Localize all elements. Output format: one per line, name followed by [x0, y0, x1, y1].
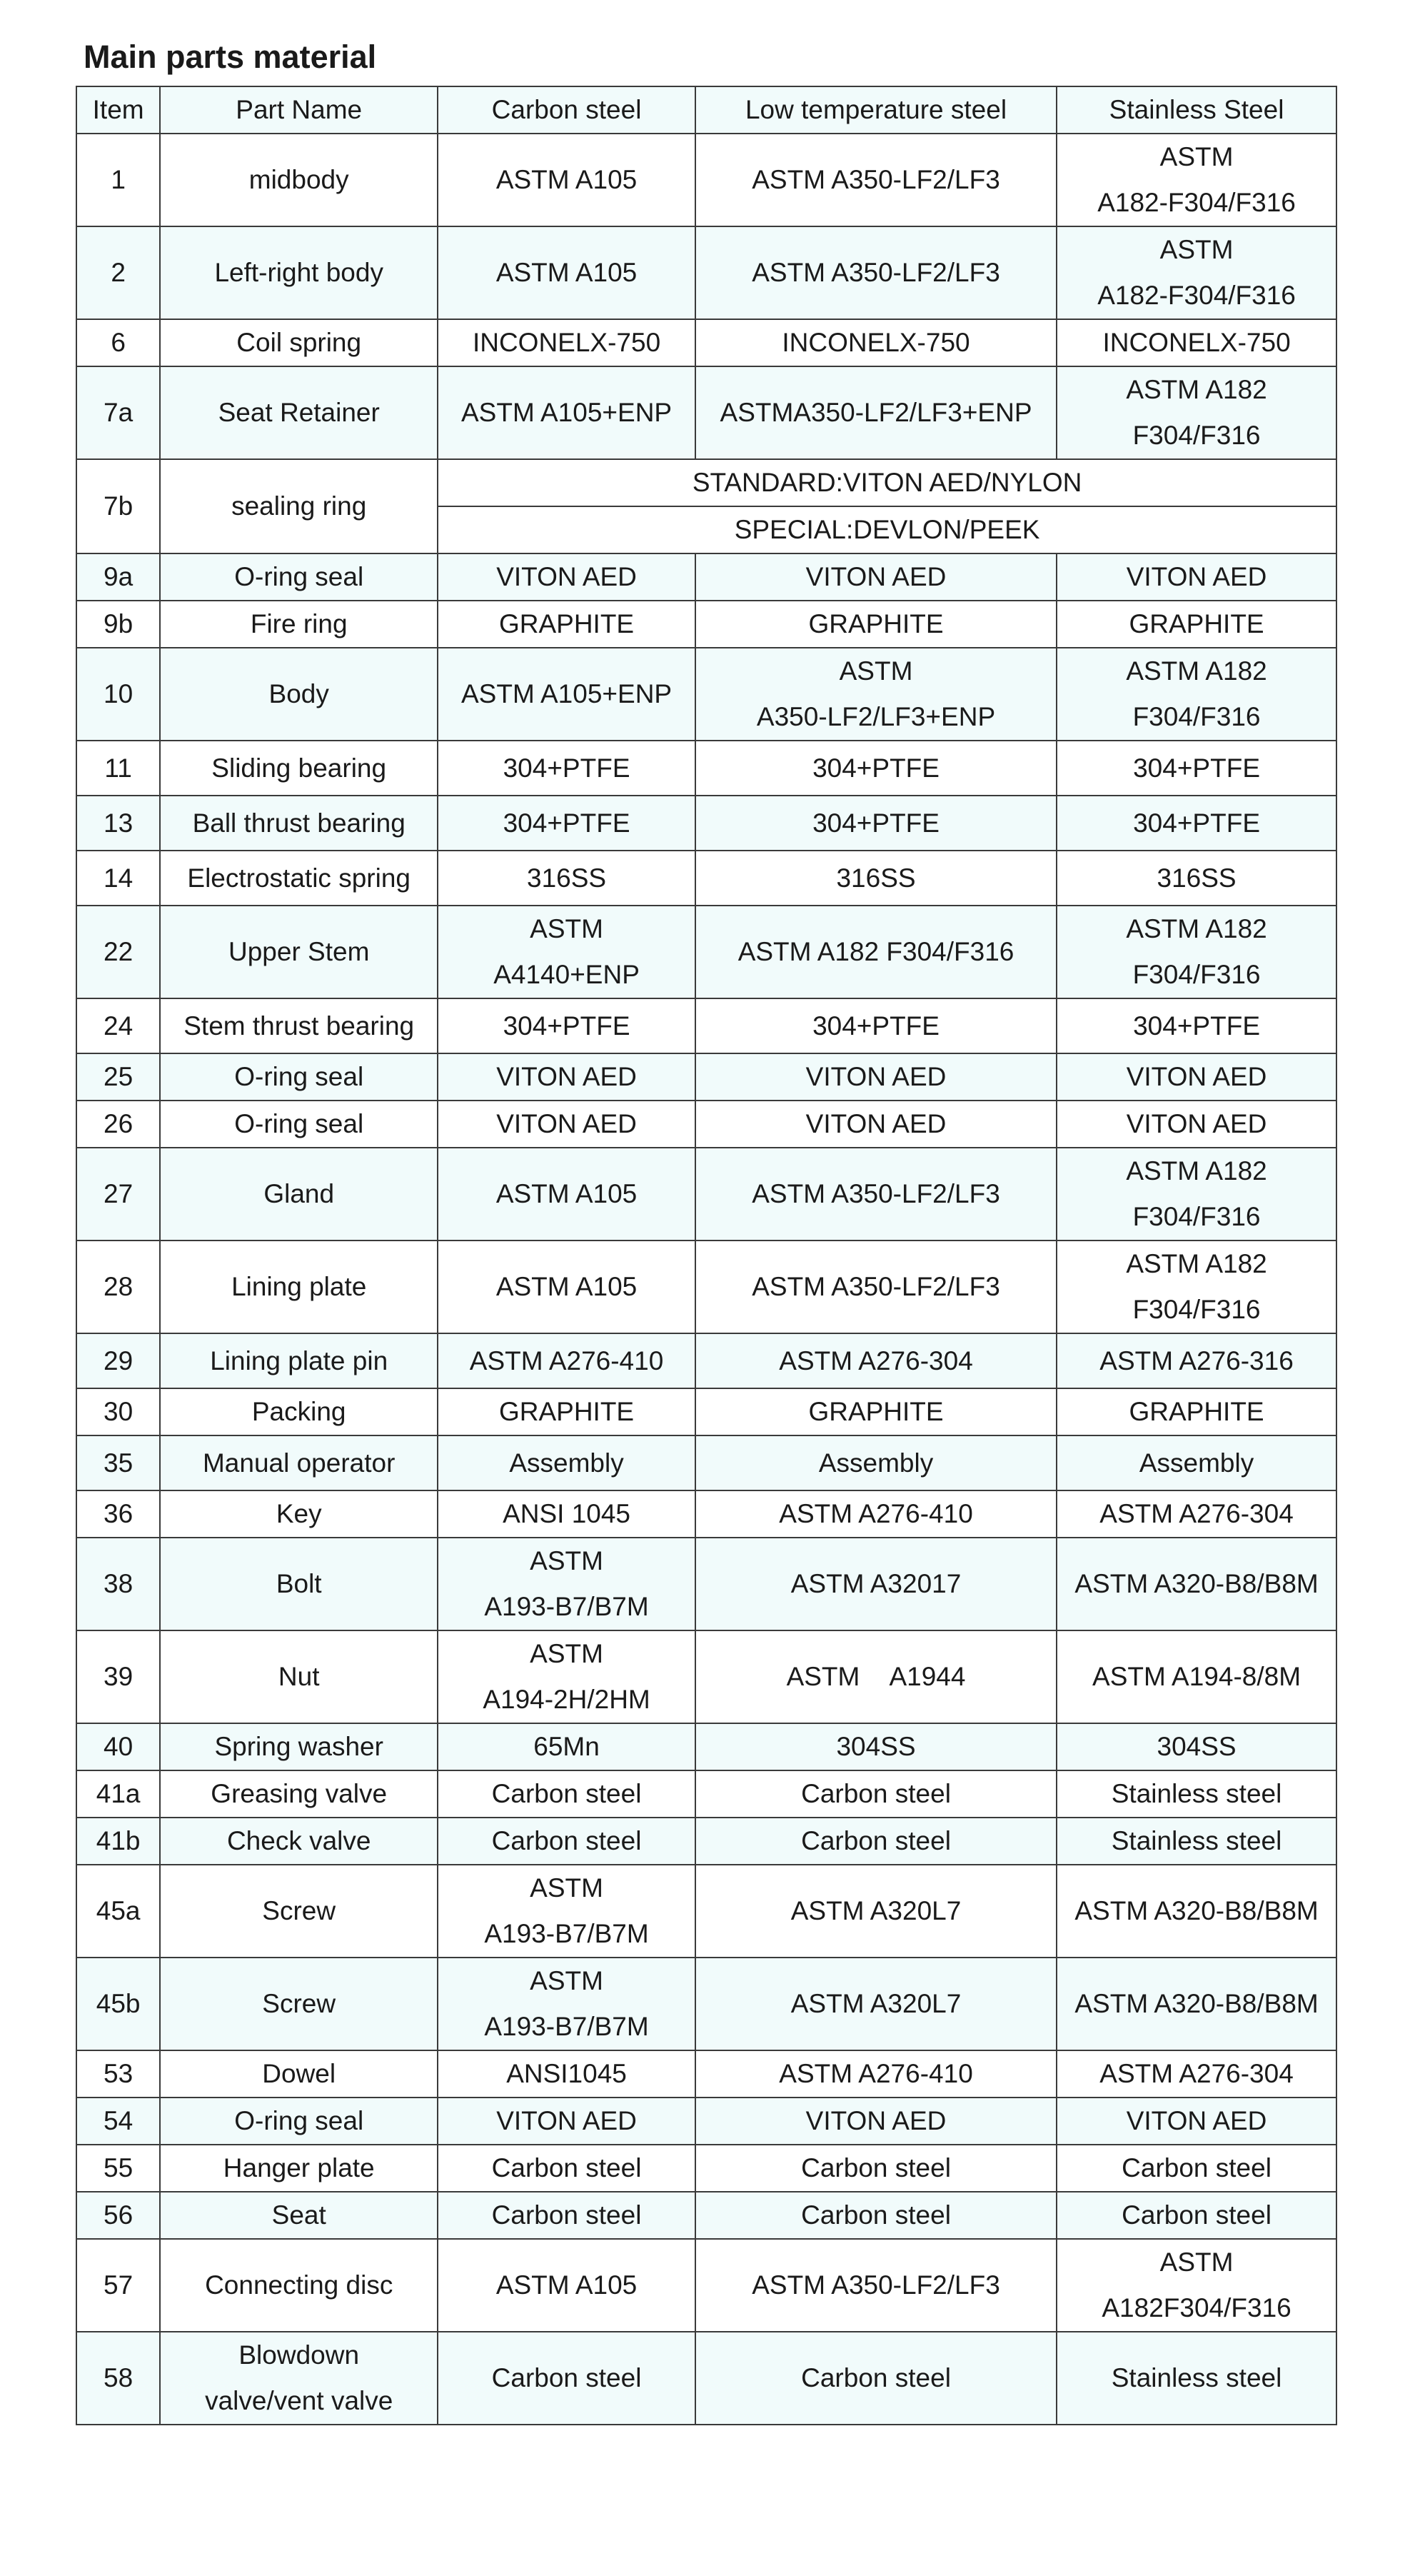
- cell-part-name: midbody: [160, 134, 438, 226]
- cell-low-temperature-steel-line: A350-LF2/LF3+ENP: [756, 702, 996, 731]
- table-row: [76, 2239, 1336, 2332]
- header-part-name: Part Name: [160, 86, 438, 134]
- cell-low-temperature-steel: ASTM A350-LF2/LF3: [695, 1148, 1057, 1241]
- cell-item: 2: [76, 226, 160, 319]
- cell-low-temperature-steel: 304+PTFE: [695, 741, 1057, 796]
- cell-item: 40: [76, 1723, 160, 1770]
- cell-part-name: Fire ring: [160, 601, 438, 648]
- cell-stainless-steel: ASTM A194-8/8M: [1057, 1630, 1336, 1723]
- cell-carbon-steel: INCONELX-750: [438, 319, 695, 366]
- cell-part-name: Nut: [160, 1630, 438, 1723]
- table-row: [76, 906, 1336, 998]
- cell-carbon-steel: GRAPHITE: [438, 1388, 695, 1435]
- table-row: [76, 226, 1336, 319]
- cell-part-name: Seat: [160, 2192, 438, 2239]
- table-row: [76, 1538, 1336, 1630]
- cell-stainless-steel: 304+PTFE: [1057, 998, 1336, 1053]
- cell-low-temperature-steel: 304SS: [695, 1723, 1057, 1770]
- table-row: [76, 1770, 1336, 1818]
- cell-stainless-steel: ASTM A320-B8/B8M: [1057, 1865, 1336, 1958]
- cell-low-temperature-steel: VITON AED: [695, 553, 1057, 601]
- cell-stainless-steel: Assembly: [1057, 1435, 1336, 1490]
- table-row: [76, 601, 1336, 648]
- cell-low-temperature-steel: Carbon steel: [695, 2192, 1057, 2239]
- cell-part-name: O-ring seal: [160, 1101, 438, 1148]
- cell-stainless-steel: Carbon steel: [1057, 2145, 1336, 2192]
- table-row: [76, 1958, 1336, 2050]
- cell-item: 38: [76, 1538, 160, 1630]
- cell-low-temperature-steel: ASTM A182 F304/F316: [695, 906, 1057, 998]
- cell-carbon-steel: 65Mn: [438, 1723, 695, 1770]
- cell-carbon-steel: [438, 1538, 695, 1630]
- table-row: [76, 1630, 1336, 1723]
- header-low-temperature-steel: Low temperature steel: [695, 86, 1057, 134]
- cell-part-name: Dowel: [160, 2050, 438, 2098]
- cell-carbon-steel: Carbon steel: [438, 2192, 695, 2239]
- cell-item: 39: [76, 1630, 160, 1723]
- cell-part-name: Packing: [160, 1388, 438, 1435]
- cell-item: 35: [76, 1435, 160, 1490]
- cell-stainless-steel-line: A182F304/F316: [1102, 2293, 1291, 2322]
- table-row: [76, 1388, 1336, 1435]
- table-row: [76, 2145, 1336, 2192]
- table-row: [76, 851, 1336, 906]
- cell-part-name: Screw: [160, 1865, 438, 1958]
- cell-part-name: Body: [160, 648, 438, 741]
- cell-part-name-line: Blowdown: [238, 2340, 360, 2370]
- cell-low-temperature-steel: ASTM A1944: [695, 1630, 1057, 1723]
- table-row: [76, 2098, 1336, 2145]
- table-row: [76, 648, 1336, 741]
- cell-stainless-steel: [1057, 134, 1336, 226]
- cell-part-name: Ball thrust bearing: [160, 796, 438, 851]
- cell-low-temperature-steel: 316SS: [695, 851, 1057, 906]
- cell-item: 45b: [76, 1958, 160, 2050]
- cell-item: 14: [76, 851, 160, 906]
- cell-stainless-steel: GRAPHITE: [1057, 601, 1336, 648]
- cell-part-name: Screw: [160, 1958, 438, 2050]
- cell-low-temperature-steel-line: ASTM: [839, 656, 913, 686]
- cell-carbon-steel-line: ASTM: [530, 1639, 603, 1668]
- cell-stainless-steel: GRAPHITE: [1057, 1388, 1336, 1435]
- cell-low-temperature-steel: ASTM A32017: [695, 1538, 1057, 1630]
- cell-part-name: Manual operator: [160, 1435, 438, 1490]
- cell-carbon-steel: [438, 1630, 695, 1723]
- cell-stainless-steel: [1057, 1148, 1336, 1241]
- cell-stainless-steel: ASTM A320-B8/B8M: [1057, 1958, 1336, 2050]
- cell-stainless-steel-line: A182-F304/F316: [1097, 281, 1296, 310]
- cell-carbon-steel: 316SS: [438, 851, 695, 906]
- cell-part-name: Lining plate: [160, 1241, 438, 1333]
- table-body: [76, 134, 1336, 2425]
- cell-carbon-steel: VITON AED: [438, 2098, 695, 2145]
- cell-stainless-steel-line: ASTM A182: [1126, 914, 1267, 943]
- cell-carbon-steel: ASTM A105: [438, 134, 695, 226]
- table-row: [76, 1818, 1336, 1865]
- table-row: [76, 2192, 1336, 2239]
- cell-stainless-steel: [1057, 2239, 1336, 2332]
- cell-item: 41a: [76, 1770, 160, 1818]
- cell-low-temperature-steel: 304+PTFE: [695, 998, 1057, 1053]
- header-item: Item: [76, 86, 160, 134]
- cell-low-temperature-steel: ASTM A350-LF2/LF3: [695, 134, 1057, 226]
- cell-material-span: STANDARD:VITON AED/NYLON: [438, 459, 1336, 506]
- cell-low-temperature-steel: VITON AED: [695, 2098, 1057, 2145]
- cell-carbon-steel: ASTM A105+ENP: [438, 366, 695, 459]
- cell-stainless-steel: [1057, 1241, 1336, 1333]
- cell-part-name: [160, 2332, 438, 2425]
- table-row: [76, 319, 1336, 366]
- cell-part-name: Stem thrust bearing: [160, 998, 438, 1053]
- cell-low-temperature-steel: Carbon steel: [695, 2145, 1057, 2192]
- cell-low-temperature-steel: [695, 648, 1057, 741]
- cell-item: 7a: [76, 366, 160, 459]
- cell-item: 27: [76, 1148, 160, 1241]
- cell-part-name: Spring washer: [160, 1723, 438, 1770]
- table-row: [76, 796, 1336, 851]
- cell-part-name: Connecting disc: [160, 2239, 438, 2332]
- cell-part-name: Seat Retainer: [160, 366, 438, 459]
- cell-stainless-steel-line: F304/F316: [1132, 960, 1261, 989]
- table-row: [76, 1333, 1336, 1388]
- cell-stainless-steel-line: A182-F304/F316: [1097, 188, 1296, 217]
- cell-part-name: Lining plate pin: [160, 1333, 438, 1388]
- page-title: Main parts material: [84, 39, 377, 75]
- table-row: [76, 366, 1336, 459]
- cell-carbon-steel-line: ASTM: [530, 1966, 603, 1995]
- table-header-row: [76, 86, 1336, 134]
- table-row: [76, 553, 1336, 601]
- cell-stainless-steel: ASTM A320-B8/B8M: [1057, 1538, 1336, 1630]
- cell-carbon-steel: GRAPHITE: [438, 601, 695, 648]
- cell-carbon-steel-line: A193-B7/B7M: [484, 1592, 649, 1621]
- cell-carbon-steel-line: A193-B7/B7M: [484, 2012, 649, 2041]
- cell-low-temperature-steel: ASTM A350-LF2/LF3: [695, 2239, 1057, 2332]
- table-row: [76, 741, 1336, 796]
- cell-stainless-steel: [1057, 906, 1336, 998]
- cell-carbon-steel: Carbon steel: [438, 2145, 695, 2192]
- cell-part-name: Gland: [160, 1148, 438, 1241]
- cell-stainless-steel-line: F304/F316: [1132, 1295, 1261, 1324]
- cell-stainless-steel: [1057, 226, 1336, 319]
- cell-stainless-steel: VITON AED: [1057, 553, 1336, 601]
- cell-stainless-steel: VITON AED: [1057, 2098, 1336, 2145]
- cell-carbon-steel: ASTM A105: [438, 1241, 695, 1333]
- cell-stainless-steel: Stainless steel: [1057, 1770, 1336, 1818]
- cell-carbon-steel: [438, 1865, 695, 1958]
- cell-part-name: Electrostatic spring: [160, 851, 438, 906]
- cell-low-temperature-steel: ASTM A320L7: [695, 1958, 1057, 2050]
- cell-part-name: Coil spring: [160, 319, 438, 366]
- cell-item: 25: [76, 1053, 160, 1101]
- header-stainless-steel: Stainless Steel: [1057, 86, 1336, 134]
- cell-item: 1: [76, 134, 160, 226]
- table-row: [76, 1101, 1336, 1148]
- cell-item: 53: [76, 2050, 160, 2098]
- parts-material-table: [76, 86, 1337, 2425]
- cell-part-name: sealing ring: [160, 459, 438, 553]
- cell-carbon-steel-line: A194-2H/2HM: [483, 1685, 650, 1714]
- cell-carbon-steel: ANSI 1045: [438, 1490, 695, 1538]
- cell-part-name: Check valve: [160, 1818, 438, 1865]
- cell-stainless-steel-line: F304/F316: [1132, 421, 1261, 450]
- cell-stainless-steel: ASTM A276-304: [1057, 2050, 1336, 2098]
- cell-low-temperature-steel: Assembly: [695, 1435, 1057, 1490]
- cell-stainless-steel-line: ASTM: [1159, 2247, 1234, 2277]
- cell-carbon-steel: VITON AED: [438, 553, 695, 601]
- cell-part-name: Greasing valve: [160, 1770, 438, 1818]
- cell-item: 29: [76, 1333, 160, 1388]
- cell-part-name: Sliding bearing: [160, 741, 438, 796]
- cell-carbon-steel: 304+PTFE: [438, 796, 695, 851]
- cell-part-name-line: valve/vent valve: [205, 2386, 393, 2415]
- cell-item: 6: [76, 319, 160, 366]
- cell-carbon-steel: 304+PTFE: [438, 741, 695, 796]
- cell-stainless-steel: Carbon steel: [1057, 2192, 1336, 2239]
- cell-item: 30: [76, 1388, 160, 1435]
- cell-item: 9a: [76, 553, 160, 601]
- cell-carbon-steel: Carbon steel: [438, 1770, 695, 1818]
- cell-low-temperature-steel: Carbon steel: [695, 1818, 1057, 1865]
- cell-carbon-steel: ASTM A105: [438, 2239, 695, 2332]
- cell-carbon-steel-line: A4140+ENP: [493, 960, 640, 989]
- cell-stainless-steel-line: ASTM A182: [1126, 375, 1267, 404]
- table-row: [76, 1490, 1336, 1538]
- cell-carbon-steel: ASTM A105+ENP: [438, 648, 695, 741]
- cell-item: 36: [76, 1490, 160, 1538]
- table-row: [76, 459, 1336, 506]
- cell-carbon-steel-line: ASTM: [530, 1546, 603, 1575]
- cell-stainless-steel-line: ASTM A182: [1126, 656, 1267, 686]
- cell-carbon-steel-line: A193-B7/B7M: [484, 1919, 649, 1948]
- cell-stainless-steel: ASTM A276-304: [1057, 1490, 1336, 1538]
- cell-item: 7b: [76, 459, 160, 553]
- cell-stainless-steel: VITON AED: [1057, 1053, 1336, 1101]
- cell-carbon-steel: Carbon steel: [438, 1818, 695, 1865]
- cell-item: 9b: [76, 601, 160, 648]
- cell-low-temperature-steel: ASTM A276-410: [695, 2050, 1057, 2098]
- cell-item: 58: [76, 2332, 160, 2425]
- cell-part-name: Bolt: [160, 1538, 438, 1630]
- cell-part-name: O-ring seal: [160, 2098, 438, 2145]
- cell-item: 11: [76, 741, 160, 796]
- cell-stainless-steel-line: F304/F316: [1132, 1202, 1261, 1231]
- cell-stainless-steel: INCONELX-750: [1057, 319, 1336, 366]
- cell-stainless-steel-line: ASTM A182: [1126, 1249, 1267, 1278]
- cell-carbon-steel: ASTM A105: [438, 226, 695, 319]
- cell-part-name: Hanger plate: [160, 2145, 438, 2192]
- cell-item: 24: [76, 998, 160, 1053]
- cell-low-temperature-steel: 304+PTFE: [695, 796, 1057, 851]
- cell-stainless-steel-line: ASTM: [1159, 235, 1234, 264]
- cell-low-temperature-steel: ASTM A276-304: [695, 1333, 1057, 1388]
- cell-low-temperature-steel: GRAPHITE: [695, 1388, 1057, 1435]
- cell-item: 13: [76, 796, 160, 851]
- cell-part-name: Upper Stem: [160, 906, 438, 998]
- cell-stainless-steel: [1057, 366, 1336, 459]
- cell-low-temperature-steel: ASTMA350-LF2/LF3+ENP: [695, 366, 1057, 459]
- cell-low-temperature-steel: ASTM A276-410: [695, 1490, 1057, 1538]
- cell-carbon-steel: [438, 906, 695, 998]
- cell-carbon-steel: ASTM A276-410: [438, 1333, 695, 1388]
- table-row: [76, 1435, 1336, 1490]
- cell-part-name: Left-right body: [160, 226, 438, 319]
- cell-low-temperature-steel: ASTM A350-LF2/LF3: [695, 226, 1057, 319]
- cell-stainless-steel-line: ASTM: [1159, 142, 1234, 171]
- cell-stainless-steel-line: ASTM A182: [1126, 1156, 1267, 1186]
- cell-stainless-steel: ASTM A276-316: [1057, 1333, 1336, 1388]
- header-carbon-steel: Carbon steel: [438, 86, 695, 134]
- cell-carbon-steel: Carbon steel: [438, 2332, 695, 2425]
- cell-carbon-steel: Assembly: [438, 1435, 695, 1490]
- cell-low-temperature-steel: VITON AED: [695, 1053, 1057, 1101]
- cell-low-temperature-steel: ASTM A350-LF2/LF3: [695, 1241, 1057, 1333]
- cell-item: 54: [76, 2098, 160, 2145]
- table-row: [76, 1723, 1336, 1770]
- cell-stainless-steel: 316SS: [1057, 851, 1336, 906]
- cell-low-temperature-steel: VITON AED: [695, 1101, 1057, 1148]
- cell-carbon-steel: VITON AED: [438, 1053, 695, 1101]
- cell-item: 41b: [76, 1818, 160, 1865]
- cell-low-temperature-steel: Carbon steel: [695, 2332, 1057, 2425]
- cell-stainless-steel: Stainless steel: [1057, 1818, 1336, 1865]
- cell-low-temperature-steel: GRAPHITE: [695, 601, 1057, 648]
- cell-stainless-steel: Stainless steel: [1057, 2332, 1336, 2425]
- cell-carbon-steel-line: ASTM: [530, 914, 603, 943]
- cell-stainless-steel: VITON AED: [1057, 1101, 1336, 1148]
- cell-part-name: O-ring seal: [160, 553, 438, 601]
- cell-item: 56: [76, 2192, 160, 2239]
- cell-low-temperature-steel: INCONELX-750: [695, 319, 1057, 366]
- cell-carbon-steel: VITON AED: [438, 1101, 695, 1148]
- cell-low-temperature-steel: Carbon steel: [695, 1770, 1057, 1818]
- table-row: [76, 1865, 1336, 1958]
- cell-carbon-steel: 304+PTFE: [438, 998, 695, 1053]
- cell-carbon-steel: ASTM A105: [438, 1148, 695, 1241]
- table-row: [76, 998, 1336, 1053]
- cell-item: 22: [76, 906, 160, 998]
- cell-item: 26: [76, 1101, 160, 1148]
- table-row: [76, 1053, 1336, 1101]
- cell-stainless-steel-line: F304/F316: [1132, 702, 1261, 731]
- cell-item: 55: [76, 2145, 160, 2192]
- table-row: [76, 1241, 1336, 1333]
- cell-carbon-steel-line: ASTM: [530, 1873, 603, 1903]
- cell-stainless-steel: [1057, 648, 1336, 741]
- cell-item: 45a: [76, 1865, 160, 1958]
- cell-material-span: SPECIAL:DEVLON/PEEK: [438, 506, 1336, 553]
- cell-low-temperature-steel: ASTM A320L7: [695, 1865, 1057, 1958]
- cell-item: 57: [76, 2239, 160, 2332]
- cell-part-name: Key: [160, 1490, 438, 1538]
- cell-item: 28: [76, 1241, 160, 1333]
- cell-carbon-steel: ANSI1045: [438, 2050, 695, 2098]
- table-row: [76, 2050, 1336, 2098]
- cell-carbon-steel: [438, 1958, 695, 2050]
- table-row: [76, 134, 1336, 226]
- cell-stainless-steel: 304+PTFE: [1057, 796, 1336, 851]
- cell-item: 10: [76, 648, 160, 741]
- cell-stainless-steel: 304SS: [1057, 1723, 1336, 1770]
- table-row: [76, 1148, 1336, 1241]
- table-row: [76, 2332, 1336, 2425]
- cell-part-name: O-ring seal: [160, 1053, 438, 1101]
- cell-stainless-steel: 304+PTFE: [1057, 741, 1336, 796]
